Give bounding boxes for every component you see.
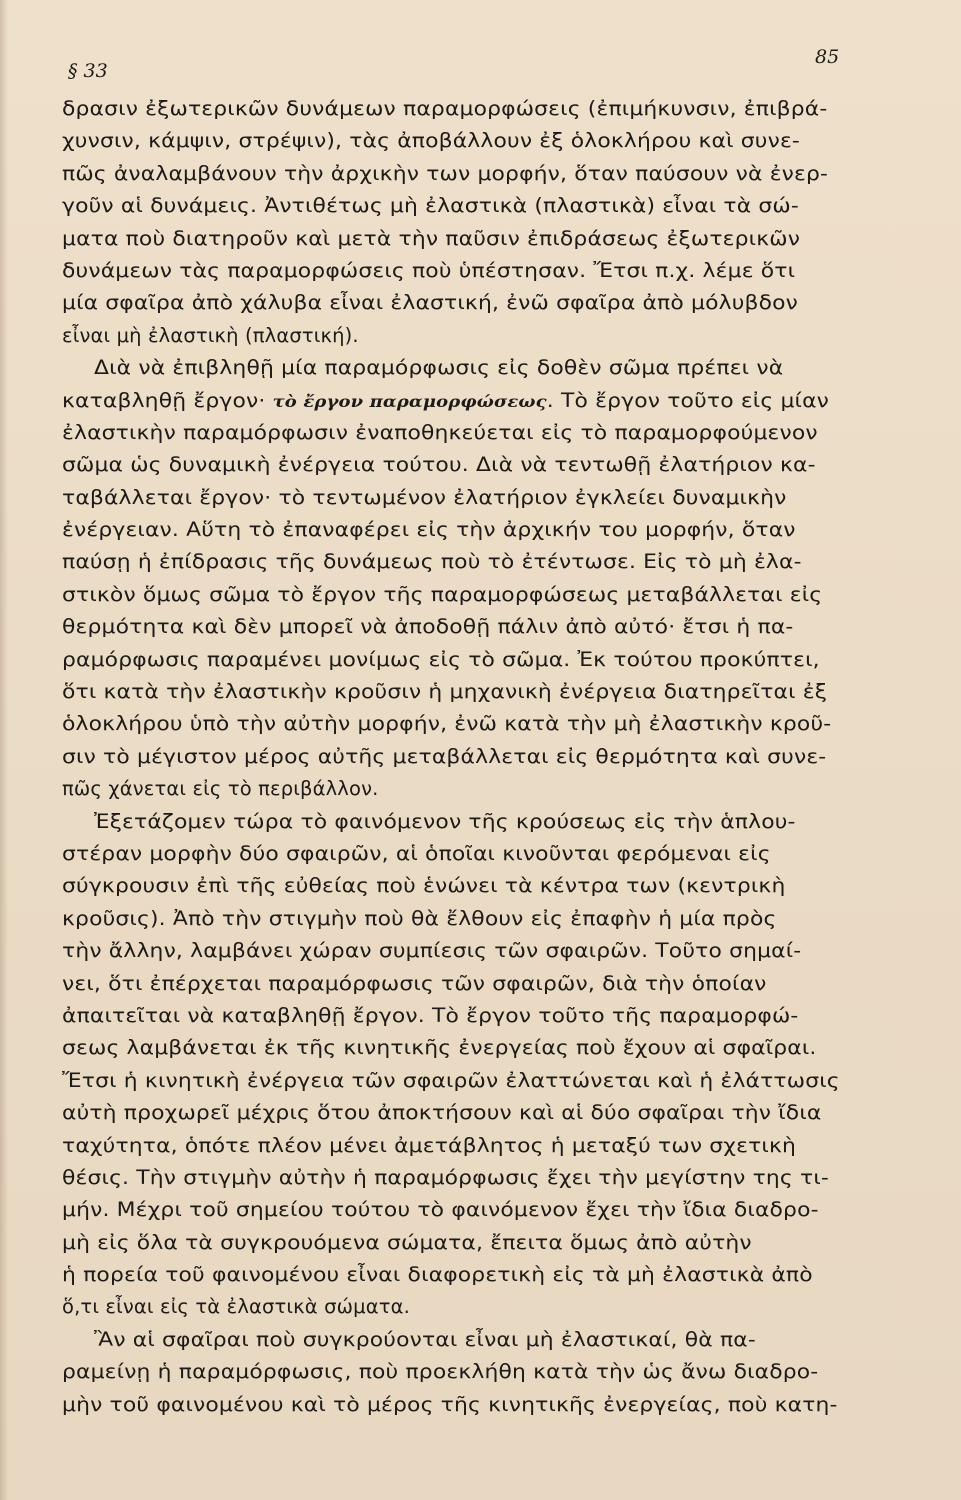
text-line (0, 514, 961, 546)
line-text-main: σεως λαμβάνεται ἐκ τῆς κινητικῆς ἐνεργείας ποὺ ἔχουν αἱ σφαῖραι. (62, 1036, 817, 1060)
line-text-main: ταχύτητα, ὁπότε πλέον μένει ἀμετάβλητος ἡ μεταξύ των σχετικὴ (62, 1133, 797, 1157)
line-text (62, 482, 787, 514)
line-text (62, 1389, 838, 1421)
text-line (0, 1065, 961, 1097)
line-text (62, 1130, 796, 1162)
text-line (0, 806, 961, 838)
line-text (62, 968, 767, 1000)
line-text-main: Διὰ νὰ ἐπιβληθῇ μία παραμόρφωσις εἰς δοθὲν σῶμα πρέπει νὰ (94, 356, 784, 380)
text-line (0, 125, 961, 157)
line-text-main: νει, ὅτι ἐπέρχεται παραμόρφωσις τῶν σφαιρῶν, διὰ τὴν ὁποίαν (62, 971, 767, 995)
line-text (62, 838, 771, 870)
line-text (62, 1000, 798, 1032)
line-text (62, 255, 795, 287)
line-text-main: Ἂν αἱ σφαῖραι ποὺ συγκρούονται εἶναι μὴ ἐλαστικαί, θὰ πα- (94, 1327, 756, 1351)
text-line (0, 644, 961, 676)
line-text (62, 449, 816, 481)
line-text-main: ὅτι κατὰ τὴν ἐλαστικὴν κροῦσιν ἡ μηχανικὴ ἐνέργεια διατηρεῖται ἐξ (62, 680, 828, 704)
line-text (62, 644, 820, 676)
line-text-main: καταβληθῇ ἔργον· (62, 388, 266, 412)
line-text (62, 1227, 752, 1259)
line-text-main: θέσις. Τὴν στιγμὴν αὐτὴν ἡ παραμόρφωσις ἔχει τὴν μεγίστην της τι- (62, 1165, 829, 1189)
line-text-main: ἀπαιτεῖται νὰ καταβληθῇ ἔργον. Τὸ ἔργον τοῦτο τῆς παραμορφώ- (62, 1003, 799, 1027)
line-text (62, 417, 818, 449)
line-text-main: στικὸν ὅμως σῶμα τὸ ἔργον τῆς παραμορφώσεως μεταβάλλεται εἰς (62, 582, 823, 606)
line-text-main: πῶς ἀναλαμβάνουν τὴν ἀρχικὴν των μορφήν, ὅταν παύσουν νὰ ἐνερ- (62, 161, 829, 185)
line-text (62, 1162, 829, 1194)
line-text-main: Ἐξετάζομεν τώρα τὸ φαινόμενον τῆς κρούσεως εἰς τὴν ἁπλου- (94, 809, 796, 833)
line-text (94, 352, 783, 384)
line-text-main: αὐτὴ προχωρεῖ μέχρις ὅτου ἀποκτήσουν καὶ αἱ δύο σφαῖραι τὴν ἴδια (62, 1101, 822, 1125)
text-line (0, 1000, 961, 1032)
line-text-main: στέραν μορφὴν δύο σφαιρῶν, αἱ ὁποῖαι κινοῦνται φερόμεναι εἰς (62, 841, 771, 865)
line-text-main: παύσῃ ἡ ἐπίδρασις τῆς δυνάμεως ποὺ τὸ ἐτέντωσε. Εἰς τὸ μὴ ἐλα- (62, 550, 802, 574)
line-text-main: σιν τὸ μέγιστον μέρος αὐτῆς μεταβάλλεται εἰς θερμότητα καὶ συνε- (62, 744, 827, 768)
text-line (0, 676, 961, 708)
text-line (0, 93, 961, 125)
line-text (94, 1324, 756, 1356)
text-line (0, 255, 961, 287)
text-line (0, 320, 961, 352)
line-text-main: μὴ εἰς ὅλα τὰ συγκρουόμενα σώματα, ἔπειτα ὅμως ἀπὸ αὐτὴν (62, 1230, 752, 1254)
text-line (0, 741, 961, 773)
text-line (0, 579, 961, 611)
text-line (0, 1259, 961, 1291)
line-text (62, 1291, 410, 1323)
line-text-main: εἶναι μὴ ἐλαστικὴ (πλαστική). (62, 323, 359, 347)
line-text (62, 1097, 821, 1129)
text-line (0, 870, 961, 902)
page-number: 85 (815, 46, 840, 68)
text-line (0, 903, 961, 935)
text-line (0, 1162, 961, 1194)
section-number: § 33 (68, 60, 108, 82)
line-text (62, 546, 802, 578)
line-text (62, 1356, 818, 1388)
line-text-main: μία σφαῖρα ἀπὸ χάλυβα εἶναι ἐλαστική, ἐνῶ σφαῖρα ἀπὸ μόλυβδον (62, 291, 799, 315)
text-line (0, 352, 961, 384)
line-text-main: ραμείνῃ ἡ παραμόρφωσις, ποὺ προεκλήθη κατὰ τὴν ὡς ἄνω διαδρο- (62, 1360, 819, 1384)
text-line (0, 838, 961, 870)
line-text (62, 93, 827, 125)
line-text-main: ματα ποὺ διατηροῦν καὶ μετὰ τὴν παῦσιν ἐπιδράσεως ἐξωτερικῶν (62, 226, 801, 250)
line-text (62, 1032, 817, 1064)
text-line (0, 773, 961, 805)
line-text-main: ὅ,τι εἶναι εἰς τὰ ἐλαστικὰ σώματα. (62, 1295, 410, 1319)
line-text-main: ἡ πορεία τοῦ φαινομένου εἶναι διαφορετικὴ εἰς τὰ μὴ ἐλαστικὰ ἀπὸ (62, 1263, 813, 1287)
line-text-main: μήν. Μέχρι τοῦ σημείου τούτου τὸ φαινόμενον ἔχει τὴν ἴδια διαδρο- (62, 1198, 819, 1222)
line-text (94, 806, 796, 838)
line-text-main: ἐνέργειαν. Αὕτη τὸ ἐπαναφέρει εἰς τὴν ἀρχικήν του μορφήν, ὅταν (62, 518, 796, 542)
line-text (62, 708, 831, 740)
text-line (0, 287, 961, 319)
line-text (62, 611, 793, 643)
line-text-main: τὴν ἄλλην, λαμβάνει χώραν συμπίεσις τῶν σφαιρῶν. Τοῦτο σημαί- (62, 939, 802, 963)
line-text-main: ὁλοκλήρου ὑπὸ τὴν αὐτὴν μορφήν, ἐνῶ κατὰ τὴν μὴ ἐλαστικὴν κροῦ- (62, 712, 832, 736)
line-text (62, 1194, 819, 1226)
line-text (62, 158, 828, 190)
body-text (0, 93, 961, 1421)
text-line (0, 1097, 961, 1129)
line-text-main: γοῦν αἱ δυνάμεις. Ἀντιθέτως μὴ ἐλαστικὰ (πλαστικὰ) εἶναι τὰ σώ- (62, 194, 799, 218)
text-line (0, 1291, 961, 1323)
line-text (62, 579, 822, 611)
line-text (62, 385, 829, 418)
text-line (0, 1356, 961, 1388)
text-line (0, 449, 961, 481)
line-text-main: ταβάλλεται ἔργον· τὸ τεντωμένον ἐλατήριον ἐγκλείει δυναμικὴν (62, 485, 787, 509)
line-text-main: θερμότητα καὶ δὲν μπορεῖ νὰ ἀποδοθῇ πάλιν ἀπὸ αὐτό· ἔτσι ἡ πα- (62, 615, 794, 639)
line-text-main: σύγκρουσιν ἐπὶ τῆς εὐθείας ποὺ ἑνώνει τὰ κέντρα των (κεντρικὴ (62, 874, 786, 898)
line-text (62, 223, 800, 255)
line-text-tail: . Τὸ ἔργον τοῦτο εἰς μίαν (546, 388, 830, 412)
line-text-main: μὴν τοῦ φαινομένου καὶ τὸ μέρος τῆς κινητικῆς ἐνεργείας, ποὺ κατη- (62, 1392, 838, 1416)
line-text (62, 741, 826, 773)
line-text (62, 903, 776, 935)
text-line (0, 546, 961, 578)
text-line (0, 385, 961, 417)
line-text (62, 773, 378, 805)
text-line (0, 482, 961, 514)
text-line (0, 223, 961, 255)
line-text-main: σῶμα ὡς δυναμικὴ ἐνέργεια τούτου. Διὰ νὰ τεντωθῇ ἐλατήριον κα- (62, 453, 816, 477)
line-text (62, 190, 799, 222)
text-line (0, 1324, 961, 1356)
text-line (0, 611, 961, 643)
line-text (62, 514, 796, 546)
text-line (0, 1227, 961, 1259)
text-line (0, 708, 961, 740)
page-header (0, 46, 961, 86)
line-text (62, 1065, 840, 1097)
text-line (0, 1130, 961, 1162)
text-line (0, 935, 961, 967)
line-text-emphasis: τὸ ἔργον παραμορφώσεως (272, 391, 547, 411)
text-line (0, 1194, 961, 1226)
line-text-main: χυνσιν, κάμψιν, στρέψιν), τὰς ἀποβάλλουν ἐξ ὁλοκλήρου καὶ συνε- (62, 129, 800, 153)
line-text-main: Ἔτσι ἡ κινητικὴ ἐνέργεια τῶν σφαιρῶν ἐλαττώνεται καὶ ἡ ἐλάττωσις (62, 1068, 840, 1092)
line-text-main: πῶς χάνεται εἰς τὸ περιβάλλον. (62, 777, 379, 801)
line-text (62, 935, 801, 967)
line-text (62, 676, 827, 708)
line-text (62, 870, 785, 902)
text-line (0, 158, 961, 190)
line-text-main: ἐλαστικὴν παραμόρφωσιν ἐναποθηκεύεται εἰς τὸ παραμορφούμενον (62, 420, 818, 444)
line-text (62, 320, 359, 352)
line-text (62, 287, 798, 319)
text-line (0, 968, 961, 1000)
text-line (0, 190, 961, 222)
line-text (62, 125, 800, 157)
line-text-main: δρασιν ἐξωτερικῶν δυνάμεων παραμορφώσεις (ἐπιμήκυνσιν, ἐπιβρά- (62, 97, 828, 120)
line-text-main: ραμόρφωσις παραμένει μονίμως εἰς τὸ σῶμα. Ἐκ τούτου προκύπτει, (62, 647, 820, 671)
text-line (0, 1389, 961, 1421)
line-text (62, 1259, 813, 1291)
text-line (0, 417, 961, 449)
line-text-main: δυνάμεων τὰς παραμορφώσεις ποὺ ὑπέστησαν. Ἔτσι π.χ. λέμε ὅτι (62, 258, 796, 282)
line-text-main: κροῦσις). Ἀπὸ τὴν στιγμὴν ποὺ θὰ ἔλθουν εἰς ἐπαφὴν ἡ μία πρὸς (62, 906, 777, 930)
text-line (0, 1032, 961, 1064)
